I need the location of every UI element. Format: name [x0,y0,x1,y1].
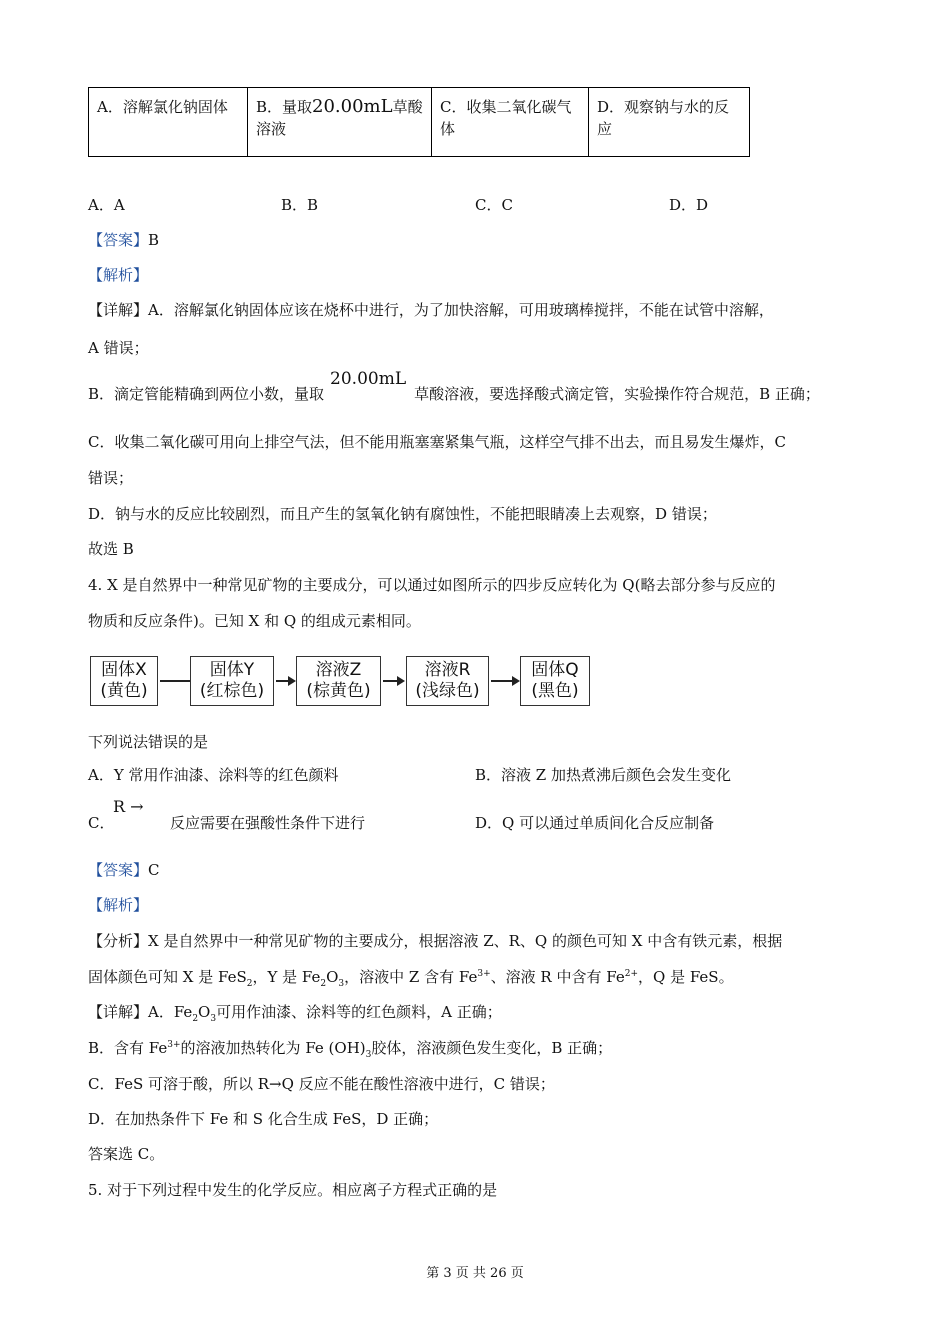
q4-detail-d: D．在加热条件下 Fe 和 S 化合生成 FeS，D 正确； [88,1110,439,1128]
flow-box-z [296,656,381,706]
choice-c[interactable]: C．C [475,196,513,214]
q4-prompt: 下列说法错误的是 [88,733,209,751]
q4-conclusion: 答案选 C。 [88,1145,165,1163]
q4-detail-c: C．FeS 可溶于酸，所以 R→Q 反应不能在酸性溶液中进行，C 错误； [88,1075,555,1093]
flow-box-q [520,656,590,706]
answer-value: B [148,231,160,249]
choice-a[interactable]: A．A [88,196,125,214]
q3-answer [88,229,159,251]
flow-box-r-color: (浅绿色) [415,681,480,701]
flow-box-y [190,656,274,706]
options-table [88,87,750,157]
flow-box-y-color: (红棕色) [199,681,265,701]
superscript: 3+ [477,969,491,979]
subscript: 2 [246,979,253,989]
subscript: 3 [210,1014,217,1024]
q3-detail-d: D．钠与水的反应比较剧烈，而且产生的氢氧化钠有腐蚀性，不能把眼睛凑上去观察，D 错误； [88,505,717,523]
q4-analysis-line1: 【分析】X 是自然界中一种常见矿物的主要成分，根据溶液 Z、R、Q 的颜色可知 X 中含有铁元素，根据 [88,932,783,950]
q3-detail-a-line2: A 错误； [88,339,149,357]
option-c-label: C． [88,814,115,832]
table-cell-a [89,88,248,157]
detail-text: 【详解】A．Fe [88,1003,193,1021]
analysis-text: 、溶液 R 中含有 Fe [490,968,625,986]
table-cell-b [248,88,432,157]
option-c-text: 反应需要在强酸性条件下进行 [170,814,366,832]
q4-option-c[interactable] [88,812,114,834]
q4-analysis-line2 [88,966,734,991]
detail-b-prefix: B．滴定管能精确到两位小数，量取 [88,385,325,403]
flow-arrow-3 [383,680,403,682]
reaction-flow-diagram [90,656,600,708]
detail-text: B．含有 Fe [88,1039,168,1057]
q4-option-b[interactable]: B．溶液 Z 加热煮沸后颜色会发生变化 [475,766,731,784]
q4-stem-line2: 物质和反应条件)。已知 X 和 Q 的组成元素相同。 [88,612,421,630]
flow-box-r-label: 溶液R [424,660,471,680]
choice-b[interactable]: B．B [281,196,319,214]
flow-box-z-color: (棕黄色) [306,681,371,701]
flow-box-y-label: 固体Y [209,660,255,680]
option-a-text: A．溶解氯化钠固体 [97,98,228,116]
detail-text: O [198,1003,211,1021]
superscript: 3+ [167,1040,181,1050]
q3-detail-b [88,369,820,405]
flow-box-x [90,656,158,706]
q4-detail-b [88,1037,612,1062]
analysis-text: ，Y 是 Fe [252,968,321,986]
option-b-suffix: 草酸溶液 [256,98,423,138]
answer-tag: 【答案】 [88,231,149,249]
analysis-tag: 【解析】 [88,896,149,914]
analysis-text: O [326,968,339,986]
flow-box-r [406,656,489,706]
detail-b-volume: 20.00mL [330,369,407,389]
q4-option-d[interactable]: D．Q 可以通过单质间化合反应制备 [475,814,715,832]
q4-answer [88,859,160,881]
q5-stem: 5. 对于下列过程中发生的化学反应。相应离子方程式正确的是 [88,1181,498,1199]
option-b-volume: 20.00mL [312,96,393,117]
q3-conclusion: 故选 B [88,540,134,558]
flow-box-z-label: 溶液Z [315,660,362,680]
answer-value: C [148,861,160,879]
q4-detail-a [88,1001,502,1026]
q3-choices [88,194,888,216]
option-b-prefix: B．量取 [256,98,313,116]
table-cell-c [432,88,589,157]
answer-tag: 【答案】 [88,861,149,879]
analysis-text: ，溶液中 Z 含有 Fe [344,968,478,986]
option-c-math: R → [113,797,144,816]
analysis-tag: 【解析】 [88,266,149,284]
subscript: 2 [320,979,327,989]
detail-text: 可用作油漆、涂料等的红色颜料，A 正确； [216,1003,502,1021]
flow-box-x-label: 固体X [101,660,147,680]
analysis-text: ，Q 是 FeS。 [638,968,734,986]
q4-stem-line1: 4. X 是自然界中一种常见矿物的主要成分，可以通过如图所示的四步反应转化为 Q(略去部分参与反应的 [88,576,776,594]
detail-b-suffix: 草酸溶液，要选择酸式滴定管，实验操作符合规范，B 正确； [414,385,820,403]
detail-text: 胶体，溶液颜色发生变化，B 正确； [371,1039,613,1057]
q4-option-a[interactable]: A．Y 常用作油漆、涂料等的红色颜料 [88,766,339,784]
flow-box-q-color: (黑色) [531,681,579,701]
detail-text: 的溶液加热转化为 Fe (OH) [180,1039,366,1057]
flow-arrow-2 [276,680,294,682]
flow-arrow-4 [491,680,518,682]
q3-detail-a-line1: 【详解】A．溶解氯化钠固体应该在烧杯中进行，为了加快溶解，可用玻璃棒搅拌，不能在试管中溶解， [88,301,774,319]
q3-detail-c-line2: 错误； [88,469,134,487]
subscript: 2 [192,1014,199,1024]
flow-box-q-label: 固体Q [531,660,579,680]
table-cell-d [589,88,750,157]
superscript: 2+ [624,969,638,979]
choice-d[interactable]: D．D [669,196,709,214]
analysis-text: 固体颜色可知 X 是 FeS [88,968,247,986]
page-footer: 第 3 页 共 26 页 [426,1266,524,1281]
subscript: 3 [338,979,345,989]
flow-box-x-color: (黄色) [100,681,148,701]
option-c-text: C．收集二氧化碳气体 [440,98,572,138]
subscript: 3 [365,1050,372,1060]
q3-detail-c-line1: C．收集二氧化碳可用向上排空气法，但不能用瓶塞塞紧集气瓶，这样空气排不出去，而且易发生爆炸，C [88,433,786,451]
option-d-text: D．观察钠与水的反应 [597,98,730,138]
